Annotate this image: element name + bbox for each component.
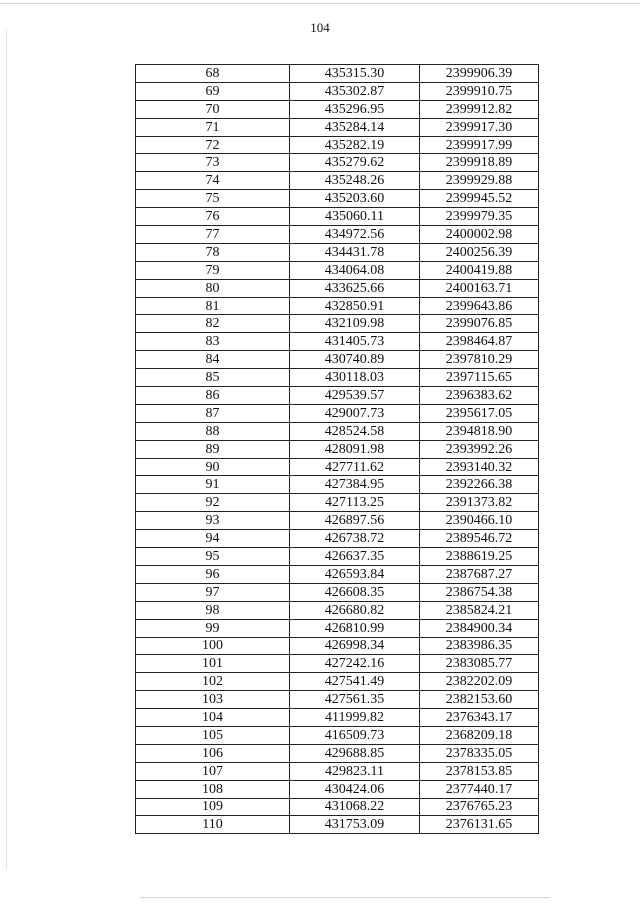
point-number-cell: 103: [136, 691, 290, 709]
table-row: [136, 404, 539, 422]
x-coordinate-cell: 435203.60: [290, 190, 420, 208]
table-row: [136, 476, 539, 494]
point-number-cell: 70: [136, 100, 290, 118]
y-coordinate-cell: 2395617.05: [420, 404, 539, 422]
table-row: [136, 297, 539, 315]
point-number-cell: 89: [136, 440, 290, 458]
point-number-cell: 102: [136, 673, 290, 691]
x-coordinate-cell: 430424.06: [290, 780, 420, 798]
table-row: [136, 279, 539, 297]
table-row: [136, 422, 539, 440]
x-coordinate-cell: 426608.35: [290, 583, 420, 601]
table-row: [136, 440, 539, 458]
x-coordinate-cell: 427711.62: [290, 458, 420, 476]
y-coordinate-cell: 2398464.87: [420, 333, 539, 351]
y-coordinate-cell: 2399917.99: [420, 136, 539, 154]
point-number-cell: 78: [136, 243, 290, 261]
table-row: [136, 208, 539, 226]
y-coordinate-cell: 2400002.98: [420, 226, 539, 244]
table-row: [136, 65, 539, 83]
y-coordinate-cell: 2387687.27: [420, 565, 539, 583]
x-coordinate-cell: 434972.56: [290, 226, 420, 244]
y-coordinate-cell: 2368209.18: [420, 726, 539, 744]
x-coordinate-cell: 427113.25: [290, 494, 420, 512]
x-coordinate-cell: 427242.16: [290, 655, 420, 673]
y-coordinate-cell: 2399918.89: [420, 154, 539, 172]
point-number-cell: 98: [136, 601, 290, 619]
x-coordinate-cell: 430118.03: [290, 369, 420, 387]
table-row: [136, 243, 539, 261]
y-coordinate-cell: 2386754.38: [420, 583, 539, 601]
table-row: [136, 619, 539, 637]
x-coordinate-cell: 411999.82: [290, 709, 420, 727]
x-coordinate-cell: 431405.73: [290, 333, 420, 351]
point-number-cell: 105: [136, 726, 290, 744]
x-coordinate-cell: 428524.58: [290, 422, 420, 440]
x-coordinate-cell: 429688.85: [290, 744, 420, 762]
point-number-cell: 69: [136, 82, 290, 100]
table-row: [136, 100, 539, 118]
point-number-cell: 109: [136, 798, 290, 816]
table-row: [136, 583, 539, 601]
y-coordinate-cell: 2391373.82: [420, 494, 539, 512]
table-row: [136, 530, 539, 548]
point-number-cell: 100: [136, 637, 290, 655]
y-coordinate-cell: 2394818.90: [420, 422, 539, 440]
y-coordinate-cell: 2393140.32: [420, 458, 539, 476]
point-number-cell: 71: [136, 118, 290, 136]
table-row: [136, 726, 539, 744]
x-coordinate-cell: 435284.14: [290, 118, 420, 136]
table-row: [136, 691, 539, 709]
y-coordinate-cell: 2385824.21: [420, 601, 539, 619]
point-number-cell: 96: [136, 565, 290, 583]
y-coordinate-cell: 2376343.17: [420, 709, 539, 727]
table-row: [136, 369, 539, 387]
x-coordinate-cell: 434431.78: [290, 243, 420, 261]
point-number-cell: 93: [136, 512, 290, 530]
point-number-cell: 81: [136, 297, 290, 315]
y-coordinate-cell: 2382153.60: [420, 691, 539, 709]
table-row: [136, 82, 539, 100]
table-row: [136, 512, 539, 530]
y-coordinate-cell: 2400256.39: [420, 243, 539, 261]
coordinates-table-body: [136, 65, 539, 834]
point-number-cell: 92: [136, 494, 290, 512]
x-coordinate-cell: 435296.95: [290, 100, 420, 118]
table-row: [136, 315, 539, 333]
y-coordinate-cell: 2383085.77: [420, 655, 539, 673]
point-number-cell: 91: [136, 476, 290, 494]
y-coordinate-cell: 2377440.17: [420, 780, 539, 798]
y-coordinate-cell: 2397115.65: [420, 369, 539, 387]
x-coordinate-cell: 426810.99: [290, 619, 420, 637]
y-coordinate-cell: 2392266.38: [420, 476, 539, 494]
y-coordinate-cell: 2376131.65: [420, 816, 539, 834]
table-row: [136, 798, 539, 816]
point-number-cell: 107: [136, 762, 290, 780]
y-coordinate-cell: 2400163.71: [420, 279, 539, 297]
point-number-cell: 101: [136, 655, 290, 673]
table-row: [136, 226, 539, 244]
point-number-cell: 82: [136, 315, 290, 333]
table-row: [136, 655, 539, 673]
point-number-cell: 85: [136, 369, 290, 387]
y-coordinate-cell: 2399979.35: [420, 208, 539, 226]
x-coordinate-cell: 435060.11: [290, 208, 420, 226]
point-number-cell: 108: [136, 780, 290, 798]
y-coordinate-cell: 2399076.85: [420, 315, 539, 333]
x-coordinate-cell: 432850.91: [290, 297, 420, 315]
point-number-cell: 99: [136, 619, 290, 637]
table-row: [136, 601, 539, 619]
x-coordinate-cell: 435315.30: [290, 65, 420, 83]
point-number-cell: 75: [136, 190, 290, 208]
x-coordinate-cell: 426637.35: [290, 548, 420, 566]
page-number: 104: [310, 20, 330, 35]
point-number-cell: 110: [136, 816, 290, 834]
y-coordinate-cell: 2399917.30: [420, 118, 539, 136]
point-number-cell: 74: [136, 172, 290, 190]
x-coordinate-cell: 426897.56: [290, 512, 420, 530]
x-coordinate-cell: 431753.09: [290, 816, 420, 834]
table-row: [136, 136, 539, 154]
point-number-cell: 79: [136, 261, 290, 279]
y-coordinate-cell: 2399912.82: [420, 100, 539, 118]
x-coordinate-cell: 429007.73: [290, 404, 420, 422]
table-row: [136, 387, 539, 405]
y-coordinate-cell: 2384900.34: [420, 619, 539, 637]
point-number-cell: 87: [136, 404, 290, 422]
y-coordinate-cell: 2400419.88: [420, 261, 539, 279]
table-row: [136, 172, 539, 190]
table-row: [136, 762, 539, 780]
x-coordinate-cell: 426738.72: [290, 530, 420, 548]
point-number-cell: 106: [136, 744, 290, 762]
x-coordinate-cell: 429823.11: [290, 762, 420, 780]
point-number-cell: 95: [136, 548, 290, 566]
table-row: [136, 351, 539, 369]
x-coordinate-cell: 435248.26: [290, 172, 420, 190]
table-row: [136, 494, 539, 512]
point-number-cell: 86: [136, 387, 290, 405]
table-row: [136, 458, 539, 476]
y-coordinate-cell: 2389546.72: [420, 530, 539, 548]
point-number-cell: 72: [136, 136, 290, 154]
x-coordinate-cell: 435282.19: [290, 136, 420, 154]
point-number-cell: 104: [136, 709, 290, 727]
y-coordinate-cell: 2399945.52: [420, 190, 539, 208]
x-coordinate-cell: 426998.34: [290, 637, 420, 655]
table-row: [136, 190, 539, 208]
point-number-cell: 76: [136, 208, 290, 226]
table-row: [136, 744, 539, 762]
x-coordinate-cell: 427541.49: [290, 673, 420, 691]
point-number-cell: 97: [136, 583, 290, 601]
point-number-cell: 90: [136, 458, 290, 476]
table-row: [136, 673, 539, 691]
bottom-rule: [140, 897, 550, 898]
table-row: [136, 816, 539, 834]
x-coordinate-cell: 426593.84: [290, 565, 420, 583]
table-row: [136, 548, 539, 566]
y-coordinate-cell: 2393992.26: [420, 440, 539, 458]
x-coordinate-cell: 434064.08: [290, 261, 420, 279]
x-coordinate-cell: 416509.73: [290, 726, 420, 744]
point-number-cell: 88: [136, 422, 290, 440]
y-coordinate-cell: 2378335.05: [420, 744, 539, 762]
table-row: [136, 637, 539, 655]
table-row: [136, 154, 539, 172]
point-number-cell: 77: [136, 226, 290, 244]
x-coordinate-cell: 426680.82: [290, 601, 420, 619]
x-coordinate-cell: 431068.22: [290, 798, 420, 816]
x-coordinate-cell: 427384.95: [290, 476, 420, 494]
x-coordinate-cell: 432109.98: [290, 315, 420, 333]
y-coordinate-cell: 2390466.10: [420, 512, 539, 530]
y-coordinate-cell: 2399643.86: [420, 297, 539, 315]
y-coordinate-cell: 2399910.75: [420, 82, 539, 100]
x-coordinate-cell: 428091.98: [290, 440, 420, 458]
y-coordinate-cell: 2376765.23: [420, 798, 539, 816]
x-coordinate-cell: 433625.66: [290, 279, 420, 297]
point-number-cell: 80: [136, 279, 290, 297]
table-row: [136, 118, 539, 136]
x-coordinate-cell: 429539.57: [290, 387, 420, 405]
point-number-cell: 73: [136, 154, 290, 172]
y-coordinate-cell: 2378153.85: [420, 762, 539, 780]
table-row: [136, 709, 539, 727]
x-coordinate-cell: 427561.35: [290, 691, 420, 709]
y-coordinate-cell: 2396383.62: [420, 387, 539, 405]
point-number-cell: 84: [136, 351, 290, 369]
point-number-cell: 94: [136, 530, 290, 548]
table-row: [136, 780, 539, 798]
table-row: [136, 565, 539, 583]
point-number-cell: 83: [136, 333, 290, 351]
x-coordinate-cell: 435279.62: [290, 154, 420, 172]
y-coordinate-cell: 2397810.29: [420, 351, 539, 369]
x-coordinate-cell: 435302.87: [290, 82, 420, 100]
top-rule: [0, 3, 640, 4]
coordinates-table: [135, 64, 539, 834]
table-row: [136, 261, 539, 279]
left-margin-rule: [6, 30, 7, 870]
y-coordinate-cell: 2388619.25: [420, 548, 539, 566]
y-coordinate-cell: 2399929.88: [420, 172, 539, 190]
x-coordinate-cell: 430740.89: [290, 351, 420, 369]
y-coordinate-cell: 2382202.09: [420, 673, 539, 691]
point-number-cell: 68: [136, 65, 290, 83]
y-coordinate-cell: 2399906.39: [420, 65, 539, 83]
table-row: [136, 333, 539, 351]
y-coordinate-cell: 2383986.35: [420, 637, 539, 655]
